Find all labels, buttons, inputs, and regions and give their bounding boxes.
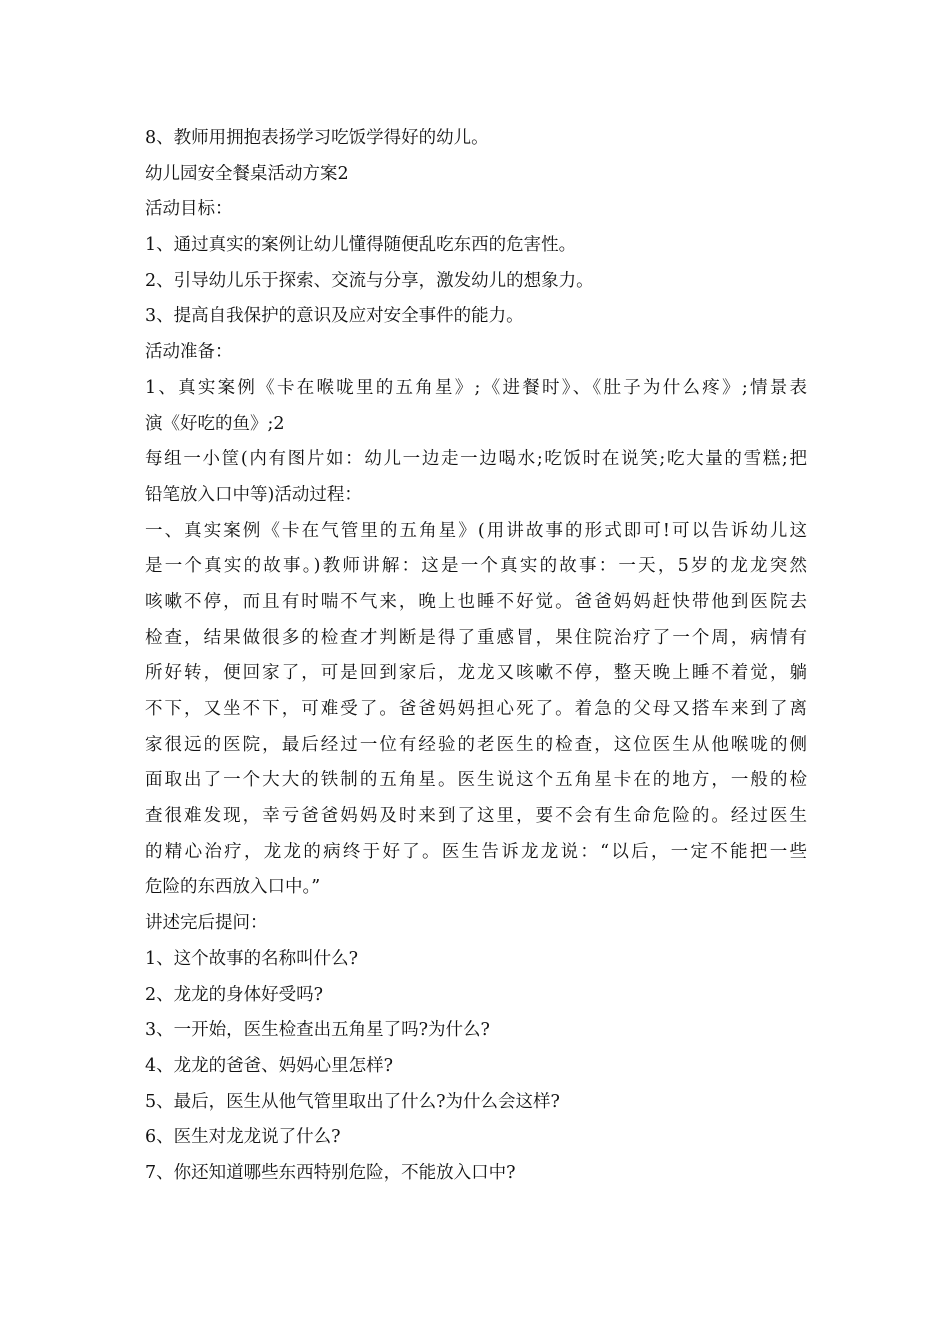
question-item-6: 6、医生对龙龙说了什么? (145, 1127, 341, 1148)
preparation-line: 1、真实案例《卡在喉咙里的五角星》;《进餐时》、《肚子为什么疼》;情景表 (145, 377, 807, 398)
story-paragraph-line: 面取出了一个大大的铁制的五角星。医生说这个五角星卡在的地方，一般的检 (145, 770, 807, 791)
story-paragraph-line: 的精心治疗，龙龙的病终于好了。医生告诉龙龙说：“以后，一定不能把一些 (145, 841, 807, 862)
text-line-8-hug-praise: 8、教师用拥抱表扬学习吃饭学得好的幼儿。 (145, 128, 489, 148)
preparation-line: 每组一小筐(内有图片如：幼儿一边走一边喝水;吃饭时在说笑;吃大量的雪糕;把 (145, 449, 807, 470)
heading-goals: 活动目标： (145, 199, 233, 220)
heading-questions: 讲述完后提问： (145, 913, 268, 934)
story-paragraph-line: 所好转，便回家了，可是回到家后，龙龙又咳嗽不停，整天晚上睡不着觉，躺 (145, 663, 807, 684)
question-item-7: 7、你还知道哪些东西特别危险，不能放入口中? (145, 1162, 516, 1183)
story-paragraph-line: 咳嗽不停，而且有时喘不气来，晚上也睡不好觉。爸爸妈妈赶快带他到医院去 (145, 591, 807, 612)
heading-preparation: 活动准备： (145, 342, 233, 363)
document-body (145, 121, 807, 1192)
story-paragraph-line: 是一个真实的故事。)教师讲解：这是一个真实的故事：一天，5岁的龙龙突然 (145, 556, 807, 577)
question-item-1: 1、这个故事的名称叫什么? (145, 948, 359, 969)
section-title: 幼儿园安全餐桌活动方案2 (145, 163, 349, 184)
story-paragraph-line: 一、真实案例《卡在气管里的五角星》(用讲故事的形式即可!可以告诉幼儿这 (145, 520, 807, 541)
question-item-2: 2、龙龙的身体好受吗? (145, 984, 324, 1005)
story-paragraph-line: 检查，结果做很多的检查才判断是得了重感冒，果住院治疗了一个周，病情有 (145, 627, 807, 648)
preparation-line: 演《好吃的鱼》;2 (145, 413, 285, 434)
goal-item-1: 1、通过真实的案例让幼儿懂得随便乱吃东西的危害性。 (145, 235, 577, 256)
preparation-line: 铅笔放入口中等)活动过程： (145, 484, 362, 505)
question-item-4: 4、龙龙的爸爸、妈妈心里怎样? (145, 1055, 394, 1076)
question-item-3: 3、一开始，医生检查出五角星了吗?为什么? (145, 1020, 490, 1041)
story-paragraph-line: 家很远的医院，最后经过一位有经验的老医生的检查，这位医生从他喉咙的侧 (145, 734, 807, 755)
goal-item-2: 2、引导幼儿乐于探索、交流与分享，激发幼儿的想象力。 (145, 270, 594, 291)
story-paragraph-line: 不下，又坐不下，可难受了。爸爸妈妈担心死了。着急的父母又搭车来到了离 (145, 699, 807, 719)
goal-item-3: 3、提高自我保护的意识及应对安全事件的能力。 (145, 306, 524, 327)
story-paragraph-line: 查很难发现，幸亏爸爸妈妈及时来到了这里，要不会有生命危险的。经过医生 (145, 806, 807, 827)
question-item-5: 5、最后，医生从他气管里取出了什么?为什么会这样? (145, 1091, 560, 1112)
story-paragraph-line: 危险的东西放入口中。” (145, 877, 321, 898)
